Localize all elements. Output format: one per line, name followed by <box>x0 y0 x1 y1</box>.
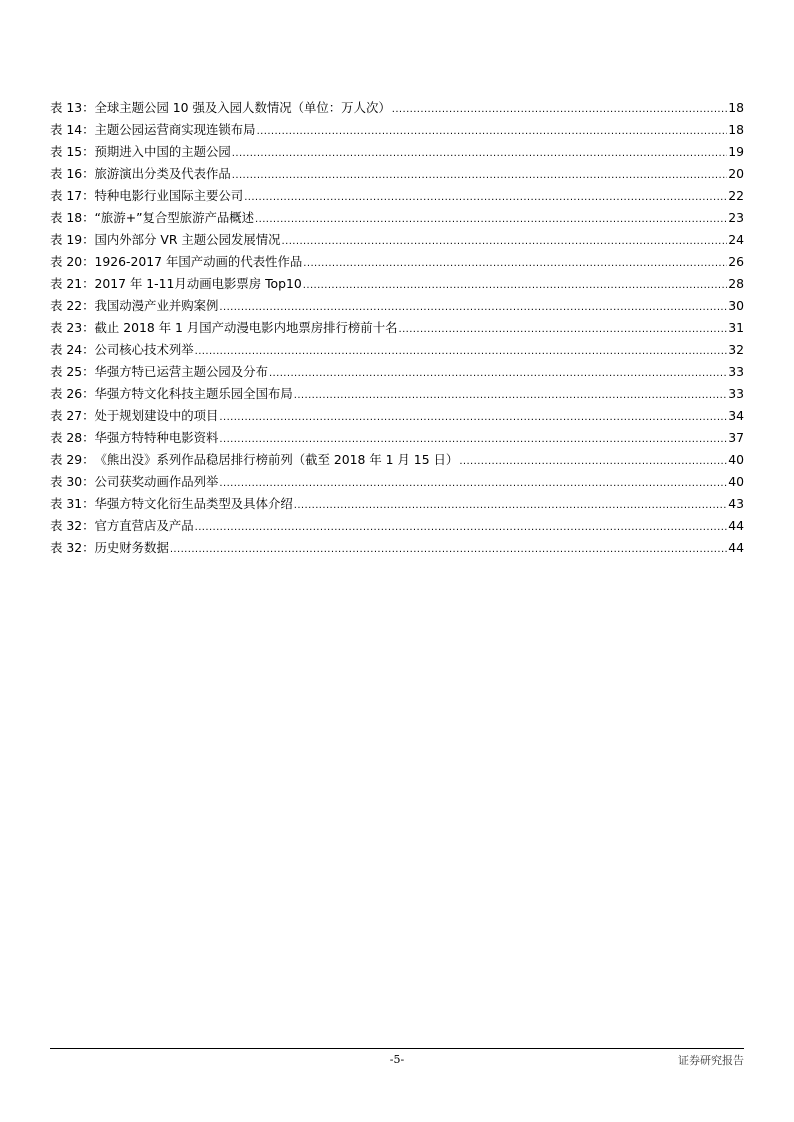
toc-dot-leader <box>294 495 727 517</box>
toc-entry[interactable] <box>50 449 744 471</box>
toc-dot-leader <box>219 473 727 495</box>
toc-dot-leader <box>392 99 727 121</box>
toc-entry[interactable] <box>50 229 744 251</box>
toc-entry[interactable] <box>50 515 744 537</box>
toc-entry-page-number: 24 <box>728 232 744 247</box>
toc-entry-page-number: 44 <box>728 540 744 555</box>
toc-entry-page-number: 33 <box>728 386 744 401</box>
toc-entry-title: 旅游演出分类及代表作品 <box>94 166 231 181</box>
toc-entry-label: 表 27： <box>50 408 95 423</box>
toc-entry-title: 主题公园运营商实现连锁布局 <box>94 122 256 137</box>
toc-dot-leader <box>232 143 727 165</box>
toc-entry[interactable] <box>50 119 744 141</box>
toc-entry-label: 表 28： <box>50 430 95 445</box>
toc-entry-title: 2017 年 1-11月动画电影票房 Top10 <box>94 276 302 291</box>
toc-entry-label: 表 31： <box>50 496 95 511</box>
toc-entry-title: 华强方特特种电影资料 <box>94 430 219 445</box>
toc-dot-leader <box>303 253 727 275</box>
toc-entry-label: 表 23： <box>50 320 95 335</box>
toc-entry-label: 表 15： <box>50 144 95 159</box>
toc-entry-title: 历史财务数据 <box>94 540 169 555</box>
toc-entry[interactable] <box>50 493 744 515</box>
footer-divider <box>50 1048 744 1049</box>
toc-entry[interactable] <box>50 141 744 163</box>
toc-entry-page-number: 37 <box>728 430 744 445</box>
toc-entry-label: 表 14： <box>50 122 95 137</box>
toc-dot-leader <box>219 407 727 429</box>
toc-entry-page-number: 43 <box>728 496 744 511</box>
toc-entry-label: 表 21： <box>50 276 95 291</box>
toc-entry-label: 表 25： <box>50 364 95 379</box>
toc-entry-page-number: 18 <box>728 122 744 137</box>
toc-dot-leader <box>232 165 727 187</box>
toc-entry[interactable] <box>50 163 744 185</box>
toc-entry[interactable] <box>50 427 744 449</box>
toc-entry-page-number: 19 <box>728 144 744 159</box>
toc-entry[interactable] <box>50 383 744 405</box>
toc-entry-title: 公司获奖动画作品列举 <box>94 474 219 489</box>
toc-entry-page-number: 32 <box>728 342 744 357</box>
toc-entry-label: 表 19： <box>50 232 95 247</box>
toc-dot-leader <box>255 209 727 231</box>
toc-dot-leader <box>219 297 727 319</box>
toc-dot-leader <box>219 429 727 451</box>
toc-entry[interactable] <box>50 537 744 559</box>
toc-entry-page-number: 18 <box>728 100 744 115</box>
toc-entry-title: 处于规划建设中的项目 <box>94 408 219 423</box>
toc-entry-label: 表 22： <box>50 298 95 313</box>
toc-entry[interactable] <box>50 405 744 427</box>
toc-entry-label: 表 17： <box>50 188 95 203</box>
toc-entry-page-number: 44 <box>728 518 744 533</box>
toc-entry-label: 表 13： <box>50 100 95 115</box>
footer-brand-label: 证券研究报告 <box>678 1054 744 1067</box>
toc-entry-page-number: 34 <box>728 408 744 423</box>
toc-entry[interactable] <box>50 185 744 207</box>
toc-entry-title: 官方直营店及产品 <box>94 518 194 533</box>
toc-dot-leader <box>398 319 727 341</box>
toc-entry-title: 《熊出没》系列作品稳居排行榜前列（截至 2018 年 1 月 15 日） <box>94 452 459 467</box>
toc-entry-page-number: 26 <box>728 254 744 269</box>
toc-entry-label: 表 30： <box>50 474 95 489</box>
toc-entry-title: “旅游+”复合型旅游产品概述 <box>94 210 255 225</box>
toc-entry[interactable] <box>50 207 744 229</box>
toc-entry[interactable] <box>50 471 744 493</box>
toc-entry-title: 特种电影行业国际主要公司 <box>94 188 244 203</box>
page-number: -5- <box>389 1053 405 1066</box>
toc-entry-page-number: 40 <box>728 452 744 467</box>
toc-dot-leader <box>257 121 728 143</box>
toc-entry[interactable] <box>50 317 744 339</box>
toc-dot-leader <box>282 231 728 253</box>
toc-entry-title: 华强方特文化衍生品类型及具体介绍 <box>94 496 293 511</box>
toc-dot-leader <box>170 539 727 561</box>
toc-entry-title: 华强方特文化科技主题乐园全国布局 <box>94 386 293 401</box>
table-of-figures <box>50 97 744 559</box>
toc-entry-page-number: 20 <box>728 166 744 181</box>
toc-entry-page-number: 40 <box>728 474 744 489</box>
toc-entry[interactable] <box>50 273 744 295</box>
toc-dot-leader <box>459 451 727 473</box>
toc-entry-label: 表 24： <box>50 342 95 357</box>
toc-entry[interactable] <box>50 361 744 383</box>
toc-entry[interactable] <box>50 251 744 273</box>
toc-entry-label: 表 32： <box>50 518 95 533</box>
toc-entry-title: 1926-2017 年国产动画的代表性作品 <box>94 254 303 269</box>
toc-entry-page-number: 33 <box>728 364 744 379</box>
toc-entry-page-number: 30 <box>728 298 744 313</box>
toc-entry-title: 截止 2018 年 1 月国产动漫电影内地票房排行榜前十名 <box>94 320 398 335</box>
toc-dot-leader <box>303 275 727 297</box>
toc-entry[interactable] <box>50 97 744 119</box>
toc-entry-page-number: 22 <box>728 188 744 203</box>
toc-entry-title: 华强方特已运营主题公园及分布 <box>94 364 268 379</box>
toc-dot-leader <box>244 187 727 209</box>
toc-entry-page-number: 31 <box>728 320 744 335</box>
toc-entry-label: 表 26： <box>50 386 95 401</box>
toc-dot-leader <box>195 341 728 363</box>
toc-entry-label: 表 29： <box>50 452 95 467</box>
toc-dot-leader <box>269 363 727 385</box>
toc-entry-title: 我国动漫产业并购案例 <box>94 298 219 313</box>
toc-entry-label: 表 32： <box>50 540 95 555</box>
toc-dot-leader <box>195 517 728 539</box>
toc-entry-title: 国内外部分 VR 主题公园发展情况 <box>94 232 281 247</box>
toc-dot-leader <box>294 385 727 407</box>
toc-entry-title: 公司核心技术列举 <box>94 342 194 357</box>
toc-entry-label: 表 20： <box>50 254 95 269</box>
toc-entry-page-number: 28 <box>728 276 744 291</box>
toc-entry-title: 预期进入中国的主题公园 <box>94 144 231 159</box>
toc-entry[interactable] <box>50 339 744 361</box>
toc-entry-label: 表 16： <box>50 166 95 181</box>
toc-entry[interactable] <box>50 295 744 317</box>
toc-entry-label: 表 18： <box>50 210 95 225</box>
toc-entry-page-number: 23 <box>728 210 744 225</box>
toc-entry-title: 全球主题公园 10 强及入园人数情况（单位：万人次） <box>94 100 391 115</box>
